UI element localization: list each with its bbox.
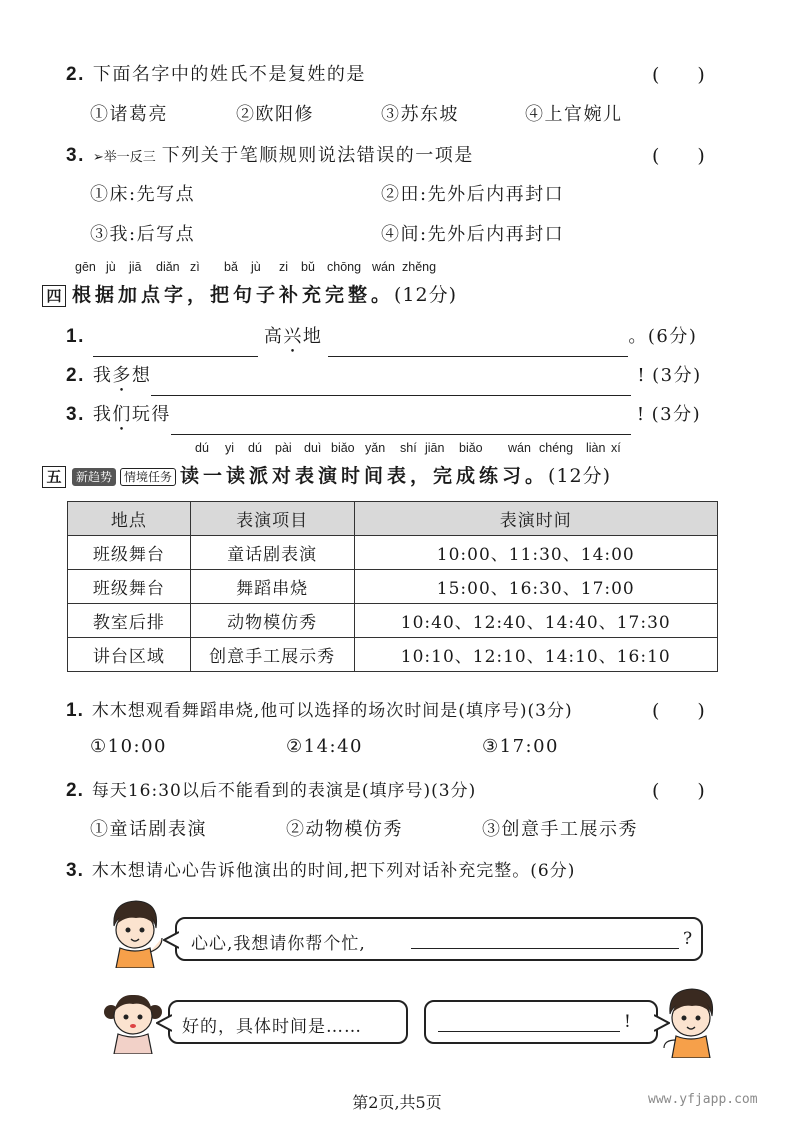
option-2[interactable]: ②田:先外后内再封口 <box>381 184 565 205</box>
table-row <box>68 536 718 570</box>
table-row <box>68 604 718 638</box>
s5-question-1: 1. 木木想观看舞蹈串烧,他可以选择的场次时间是(填序号)(3分) <box>66 700 573 721</box>
boy-avatar-right-icon <box>660 984 722 1058</box>
fill-blank[interactable] <box>438 1013 620 1032</box>
trend-tag: 新趋势 <box>72 468 116 486</box>
question-2 <box>66 60 366 86</box>
cell-program: 舞蹈串烧 <box>190 570 354 604</box>
option-2[interactable]: ②欧阳修 <box>236 104 314 125</box>
dotted-word: 我多想 <box>92 365 152 386</box>
fill-blank[interactable] <box>171 416 631 435</box>
option-1[interactable]: ①10:00 <box>90 736 168 757</box>
speech-bubble-boy: 心心,我想请你帮个忙, ? <box>175 917 703 961</box>
option-3[interactable]: ③苏东坡 <box>381 104 459 125</box>
column-header: 表演时间 <box>354 502 717 536</box>
fill-blank[interactable] <box>93 338 258 357</box>
section-score: (12分) <box>394 284 458 306</box>
question-3 <box>66 141 474 167</box>
cell-location: 班级舞台 <box>68 570 191 604</box>
cell-times: 10:00、11:30、14:00 <box>354 536 717 570</box>
s5-question-2: 2. 每天16:30以后不能看到的表演是(填序号)(3分) <box>66 780 477 801</box>
option-3[interactable]: ③创意手工展示秀 <box>482 819 638 840</box>
s5-question-3: 3. 木木想请心心告诉他演出的时间,把下列对话补充完整。(6分) <box>66 860 576 881</box>
answer-paren[interactable]: ( ) <box>652 64 705 86</box>
section-4-title <box>42 280 457 307</box>
question-number: 2. <box>66 64 85 85</box>
section-title-text: 读一读派对表演时间表，完成练习。 <box>180 465 549 487</box>
section-5-title <box>42 461 611 488</box>
question-text: 木木想观看舞蹈串烧,他可以选择的场次时间是(填序号)(3分) <box>91 701 573 721</box>
cell-location: 班级舞台 <box>68 536 191 570</box>
option-3[interactable]: ③我:后写点 <box>90 224 196 245</box>
question-text: 木木想请心心告诉他演出的时间,把下列对话补充完整。(6分) <box>91 861 576 881</box>
dotted-word: 我们玩得 <box>92 404 171 425</box>
option-4[interactable]: ④上官婉儿 <box>525 104 623 125</box>
section-badge: 四 <box>42 285 66 307</box>
bubble-tail-icon <box>156 1014 172 1032</box>
scenario-tag: 情境任务 <box>120 468 176 486</box>
option-2[interactable]: ②14:40 <box>286 736 364 757</box>
fill-item-3: 3. 我们玩得 ! (3分) <box>66 400 746 435</box>
question-text: 每天16:30以后不能看到的表演是(填序号)(3分) <box>91 781 477 801</box>
section-title-text: 根据加点字，把句子补充完整。 <box>72 284 395 306</box>
section-score: (12分) <box>548 465 612 487</box>
option-1[interactable]: ①童话剧表演 <box>90 819 207 840</box>
fill-blank[interactable] <box>411 930 679 949</box>
schedule-table <box>67 501 718 672</box>
cell-location: 讲台区域 <box>68 638 191 672</box>
boy-avatar-icon <box>104 896 166 968</box>
bubble-tail-icon <box>163 931 179 949</box>
cell-program: 童话剧表演 <box>190 536 354 570</box>
watermark: www.yfjapp.com <box>648 1092 758 1107</box>
option-3[interactable]: ③17:00 <box>482 736 560 757</box>
answer-paren[interactable]: ( ) <box>652 780 705 802</box>
option-1[interactable]: ①床:先写点 <box>90 184 196 205</box>
answer-paren[interactable]: ( ) <box>652 700 705 722</box>
section-badge: 五 <box>42 466 66 488</box>
cell-times: 10:40、12:40、14:40、17:30 <box>354 604 717 638</box>
cell-program: 创意手工展示秀 <box>190 638 354 672</box>
fill-blank[interactable] <box>328 338 628 357</box>
column-header: 地点 <box>68 502 191 536</box>
question-text: 下列关于笔顺规则说法错误的一项是 <box>161 145 474 166</box>
fill-item-1: 1. 高兴地 。(6分) <box>66 322 746 357</box>
cell-location: 教室后排 <box>68 604 191 638</box>
bubble-text: 心心,我想请你帮个忙, <box>191 934 366 954</box>
cell-times: 10:10、12:10、14:10、16:10 <box>354 638 717 672</box>
question-number: 3. <box>66 145 85 166</box>
fill-item-2: 2. 我多想 ! (3分) <box>66 361 746 396</box>
cell-program: 动物模仿秀 <box>190 604 354 638</box>
cell-times: 15:00、16:30、17:00 <box>354 570 717 604</box>
question-text: 下面名字中的姓氏不是复姓的是 <box>92 64 366 85</box>
fill-blank[interactable] <box>151 377 631 396</box>
option-1[interactable]: ①诸葛亮 <box>90 104 168 125</box>
option-4[interactable]: ④间:先外后内再封口 <box>381 224 565 245</box>
table-header-row <box>68 502 718 536</box>
page-number: 第2页,共5页 <box>352 1093 442 1112</box>
table-row <box>68 638 718 672</box>
speech-bubble-answer: ! <box>424 1000 658 1044</box>
column-header: 表演项目 <box>190 502 354 536</box>
table-row <box>68 570 718 604</box>
related-practice-tag: ➢举一反三 <box>92 150 156 165</box>
bubble-text: 好的，具体时间是…… <box>182 1017 362 1037</box>
option-2[interactable]: ②动物模仿秀 <box>286 819 403 840</box>
speech-bubble-girl <box>168 1000 408 1044</box>
dotted-word: 高兴地 <box>263 326 323 347</box>
answer-paren[interactable]: ( ) <box>652 145 705 167</box>
